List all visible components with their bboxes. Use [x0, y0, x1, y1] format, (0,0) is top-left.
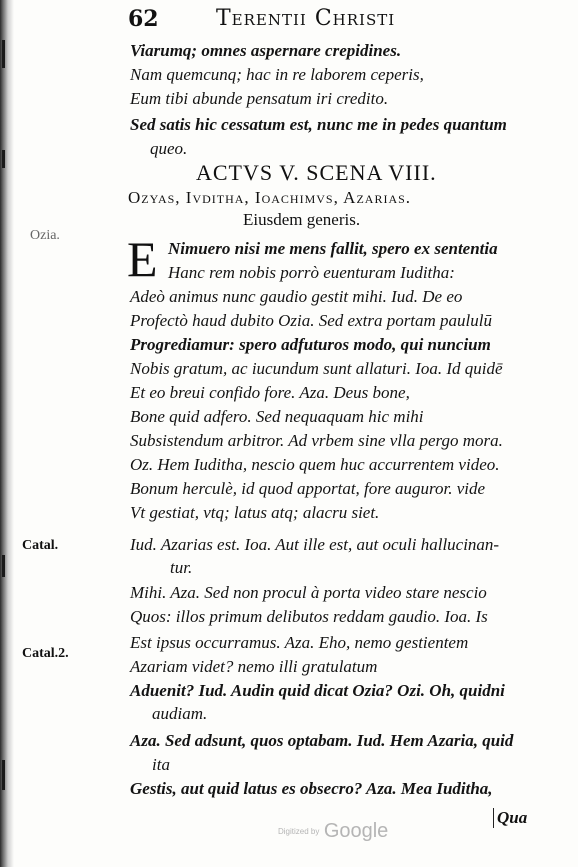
- verse-line: Et eo breui confido fore. Aza. Deus bone,: [130, 383, 410, 402]
- ink-speck: [2, 150, 5, 168]
- verse-line: Oz. Hem Iuditha, nescio quem huc accurrentem video.: [130, 455, 500, 474]
- ink-speck: [2, 555, 5, 577]
- scene-genre: Eiusdem generis.: [243, 210, 361, 229]
- verse-line: audiam.: [152, 704, 208, 723]
- verse-line: queo.: [150, 139, 188, 158]
- page-header: [128, 6, 528, 36]
- page-number: 62: [128, 6, 159, 32]
- verse-line: Profectò haud dubito Ozia. Sed extra portam paululū: [130, 311, 493, 330]
- verse-line: Bone quid adfero. Sed nequaquam hic mihi: [130, 407, 424, 426]
- verse-line: Gestis, aut quid latus es obsecro? Aza. Mea Iuditha,: [130, 779, 493, 798]
- catchword: Qua: [493, 808, 527, 828]
- verse-line: Bonum herculè, id quod apportat, fore auguror. vide: [130, 479, 486, 498]
- verse-line: Progrediamur: spero adfuturos modo, qui nuncium: [130, 335, 491, 354]
- margin-note-catal2: Catal.2.: [22, 646, 69, 661]
- watermark-prefix: Digitized by: [278, 827, 320, 836]
- verse-line: Aza. Sed adsunt, quos optabam. Iud. Hem Azaria, quid: [130, 731, 514, 750]
- verse-line: Quos: illos primum delibutos reddam gaudio. Ioa. Is: [130, 607, 488, 626]
- binding-gutter: [0, 0, 14, 867]
- running-head: Terentii Christi: [216, 6, 396, 31]
- persons-list: Ozyas, Ivditha, Ioachimvs, Azarias.: [128, 188, 412, 207]
- verse-line: Hanc rem nobis porrò euenturam Iuditha:: [168, 263, 455, 282]
- verse-line: Sed satis hic cessatum est, nunc me in pedes quantum: [130, 115, 507, 134]
- digitization-watermark: [278, 820, 388, 843]
- ink-speck: [2, 760, 5, 790]
- verse-line: ita: [152, 755, 170, 774]
- verse-line: Nobis gratum, ac iucundum sunt allaturi. Ioa. Id quidē: [130, 359, 503, 378]
- verse-line: Viarumq; omnes aspernare crepidines.: [130, 41, 402, 60]
- verse-line: Eum tibi abunde pensatum iri credito.: [130, 89, 389, 108]
- verse-line: Nimuero nisi me mens fallit, spero ex sententia: [168, 239, 498, 258]
- verse-line: Est ipsus occurramus. Aza. Eho, nemo gestientem: [130, 633, 469, 652]
- verse-line: Mihi. Aza. Sed non procul à porta video stare nescio: [130, 583, 487, 602]
- verse-line: Iud. Azarias est. Ioa. Aut ille est, aut oculi hallucinan-: [130, 535, 500, 554]
- margin-note-catal: Catal.: [22, 538, 59, 553]
- verse-line: Adeò animus nunc gaudio gestit mihi. Iud. De eo: [130, 287, 463, 306]
- verse-line: Nam quemcunq; hac in re laborem ceperis,: [130, 65, 424, 84]
- margin-note-speaker: Ozia.: [30, 228, 60, 243]
- ink-speck: [2, 40, 5, 68]
- verse-line: Aduenit? Iud. Audin quid dicat Ozia? Ozi. Oh, quidni: [130, 681, 505, 700]
- verse-line: tur.: [170, 558, 193, 577]
- scene-title: ACTVS V. SCENA VIII.: [196, 160, 437, 185]
- watermark-logo: Google: [323, 820, 389, 842]
- verse-line: Vt gestiat, vtq; latus atq; alacru siet.: [130, 503, 380, 522]
- verse-line: Subsistendum arbitror. Ad vrbem sine vlla pergo mora.: [130, 431, 503, 450]
- drop-cap: E: [127, 231, 158, 287]
- verse-line: Azariam videt? nemo illi gratulatum: [130, 657, 378, 676]
